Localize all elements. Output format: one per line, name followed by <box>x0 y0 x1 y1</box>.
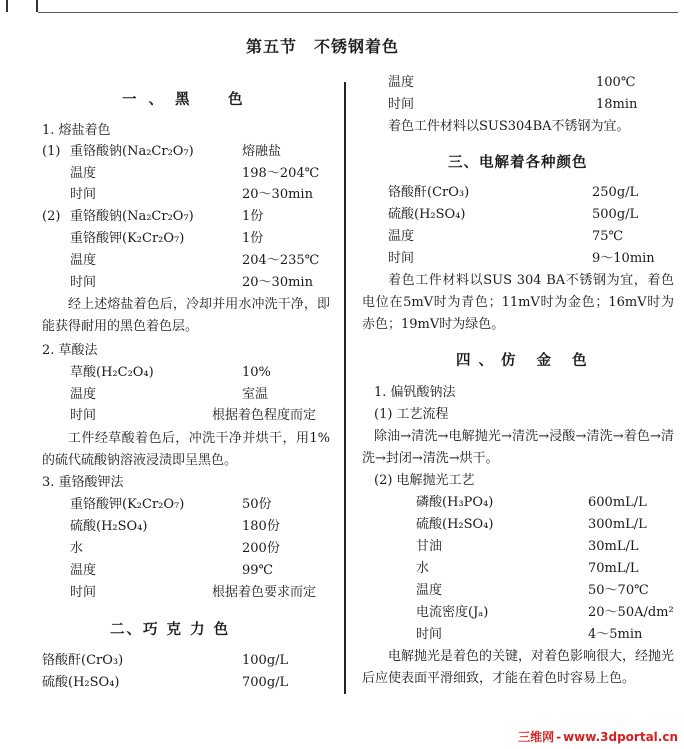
recipe-item-name: 时间 <box>416 627 443 642</box>
method-1-note: 经上述熔盐着色后，冷却并用水冲洗干净，即能获得耐用的黑色着色层。 <box>42 297 330 334</box>
watermark-url: www.3dportal.cn <box>563 730 678 744</box>
method-1-title: 1. 熔盐着色 <box>42 123 111 138</box>
recipe-2-number: (2) <box>42 209 61 224</box>
recipe-item-value: 300mL/L <box>588 517 647 532</box>
recipe-item-value: 99℃ <box>242 563 274 578</box>
method-4-title: 1. 偏钒酸钠法 <box>374 385 456 400</box>
top-rule <box>38 12 678 13</box>
recipe-item-value: 198～204℃ <box>242 166 320 181</box>
section-title: 第五节 不锈钢着色 <box>246 37 400 56</box>
recipe-item-value: 根据着色程度而定 <box>212 408 317 423</box>
recipe-item-name: 温度 <box>70 563 97 578</box>
polishing-note: 电解抛光是着色的关键，对着色影响很大，经抛光后应使表面平滑细致，才能在着色时容易上色。 <box>362 649 675 686</box>
recipe-item-name: 铬酸酐(CrO₃) <box>42 653 124 668</box>
recipe-item-value: 204～235℃ <box>242 253 320 268</box>
chocolate-note: 着色工件材料以SUS304BA不锈钢为宜。 <box>388 119 630 134</box>
recipe-item-value: 根据着色要求而定 <box>212 585 317 600</box>
recipe-item-name: 重铬酸钠(Na₂Cr₂O₇) <box>70 209 194 224</box>
recipe-item-value: 20～50A/dm² <box>588 605 674 620</box>
recipe-item-name: 硫酸(H₂SO₄) <box>416 517 494 532</box>
recipe-item-name: 硫酸(H₂SO₄) <box>70 519 148 534</box>
recipe-item-name: 时间 <box>388 97 415 112</box>
top-tick-right <box>36 0 38 12</box>
recipe-item-name: 重铬酸钾(K₂Cr₂O₇) <box>70 497 185 512</box>
heading-imitation-gold: 四、仿 金 色 <box>456 353 595 369</box>
watermark-brand: 三维网 <box>518 730 555 744</box>
recipe-item-name: 时间 <box>70 187 97 202</box>
recipe-item-value: 20～30min <box>242 187 313 202</box>
recipe-item-name: 硫酸(H₂SO₄) <box>388 207 466 222</box>
recipe-item-name: 草酸(H₂C₂O₄) <box>70 365 154 380</box>
recipe-item-value: 1份 <box>242 209 264 224</box>
recipe-item-value: 20～30min <box>242 275 313 290</box>
recipe-item-value: 1份 <box>242 231 264 246</box>
recipe-item-value: 100℃ <box>596 75 636 90</box>
recipe-item-value: 75℃ <box>592 229 624 244</box>
method-3-title: 3. 重铬酸钾法 <box>42 475 124 490</box>
recipe-item-name: 水 <box>70 541 84 556</box>
recipe-item-name: 时间 <box>70 275 97 290</box>
recipe-item-value: 600mL/L <box>588 495 647 510</box>
recipe-item-name: 温度 <box>416 583 443 598</box>
electrolytic-note: 着色工件材料以SUS 304 BA不锈钢为宜，着色电位在5mV时为青色；11mV时为金色；16mV时为赤色；19mV时为绿色。 <box>362 273 674 332</box>
recipe-item-value: 50～70℃ <box>588 583 649 598</box>
polishing-process-title: (2) 电解抛光工艺 <box>374 473 475 488</box>
recipe-item-name: 温度 <box>388 229 415 244</box>
heading-electrolytic-colors: 三、电解着各种颜色 <box>448 155 588 171</box>
process-flow-title: (1) 工艺流程 <box>374 407 449 422</box>
recipe-item-value: 30mL/L <box>588 539 639 554</box>
method-2-note: 工件经草酸着色后，冲洗干净并烘干，用1%的硫代硫酸钠溶液浸渍即呈黑色。 <box>42 431 330 468</box>
recipe-item-value: 50份 <box>242 497 272 512</box>
recipe-item-value: 700g/L <box>242 675 289 690</box>
recipe-item-value: 500g/L <box>592 207 639 222</box>
recipe-item-value: 18min <box>596 97 638 112</box>
recipe-item-value: 室温 <box>242 387 269 402</box>
recipe-item-name: 水 <box>416 561 430 576</box>
recipe-item-name: 温度 <box>70 253 97 268</box>
recipe-item-value: 9～10min <box>592 251 655 266</box>
recipe-item-name: 铬酸酐(CrO₃) <box>388 185 470 200</box>
heading-black: 一、黑 色 <box>122 92 255 108</box>
recipe-item-name: 温度 <box>70 166 97 181</box>
recipe-item-value: 10% <box>242 365 271 380</box>
process-flow-text: 除油→清洗→电解抛光→清洗→浸酸→清洗→着色→清洗→封闭→清洗→烘干。 <box>362 429 674 466</box>
recipe-item-name: 时间 <box>70 585 97 600</box>
recipe-1-number: (1) <box>42 144 61 159</box>
method-2-title: 2. 草酸法 <box>42 343 98 358</box>
recipe-item-name: 时间 <box>388 251 415 266</box>
recipe-item-value: 100g/L <box>242 653 289 668</box>
recipe-item-value: 4～5min <box>588 627 643 642</box>
recipe-item-value: 200份 <box>242 541 280 556</box>
recipe-item-name: 温度 <box>388 75 415 90</box>
watermark: 三维网 - www.3dportal.cn <box>518 730 678 744</box>
recipe-item-name: 重铬酸钠(Na₂Cr₂O₇) <box>70 144 194 159</box>
recipe-item-name: 硫酸(H₂SO₄) <box>42 675 120 690</box>
recipe-item-name: 温度 <box>70 387 97 402</box>
recipe-item-value: 熔融盐 <box>242 144 282 159</box>
page-top-border <box>0 0 684 14</box>
recipe-item-value: 250g/L <box>592 185 639 200</box>
recipe-item-name: 磷酸(H₃PO₄) <box>416 495 494 510</box>
recipe-item-name: 重铬酸钾(K₂Cr₂O₇) <box>70 231 185 246</box>
column-divider <box>344 82 346 694</box>
recipe-item-name: 甘油 <box>416 539 443 554</box>
heading-chocolate: 二、巧 克 力 色 <box>110 622 231 638</box>
recipe-item-value: 180份 <box>242 519 280 534</box>
recipe-item-name: 电流密度(Jₐ) <box>416 605 489 620</box>
recipe-item-value: 70mL/L <box>588 561 639 576</box>
recipe-item-name: 时间 <box>70 408 97 423</box>
top-tick-left <box>6 0 8 12</box>
